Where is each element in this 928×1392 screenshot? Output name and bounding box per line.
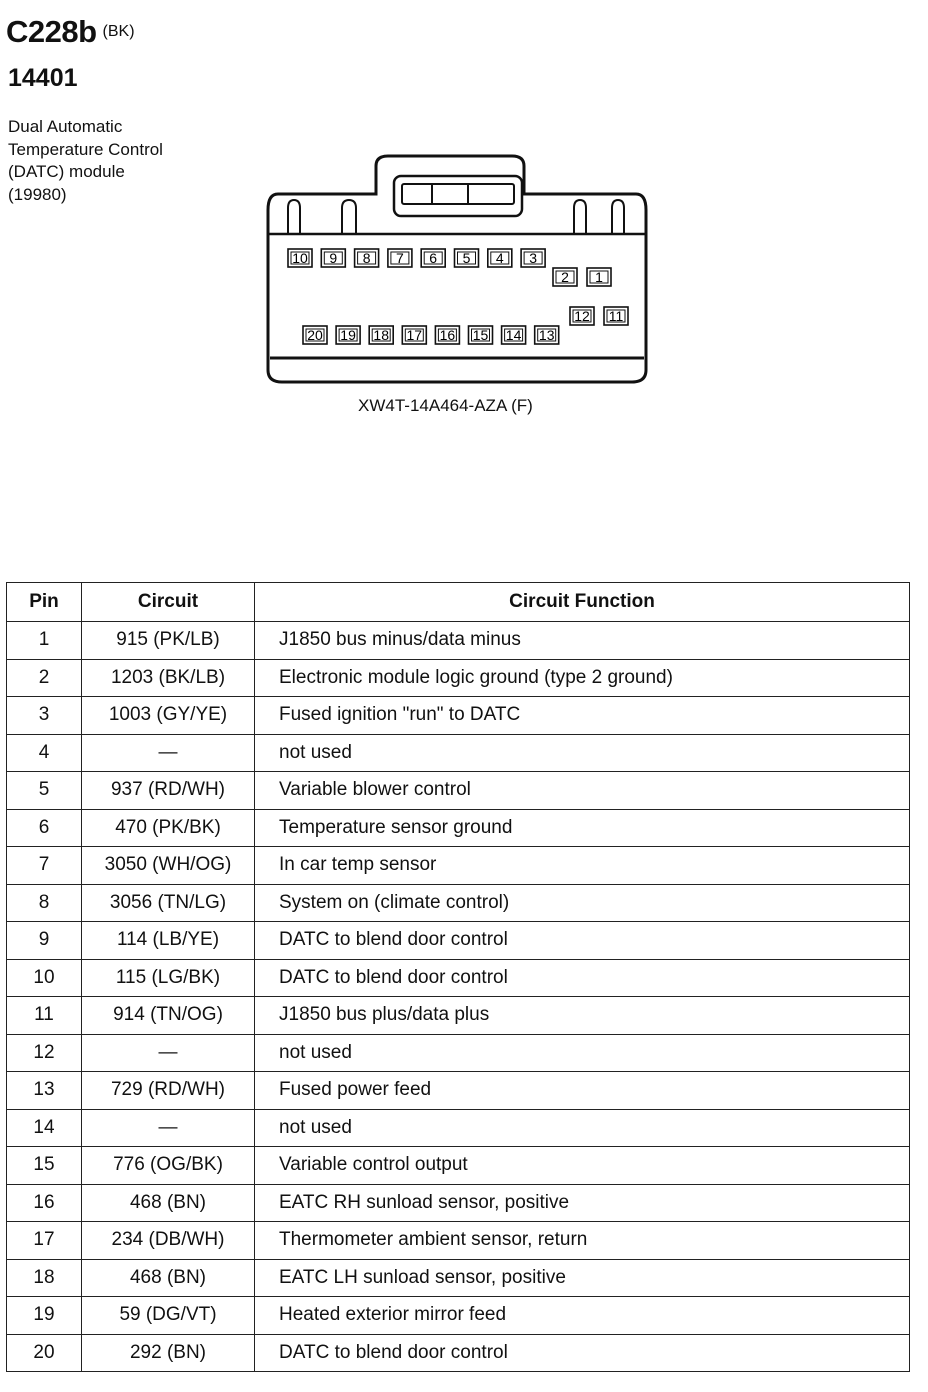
circuit-cell: 470 (PK/BK) (82, 809, 255, 847)
connector-face-diagram (262, 152, 654, 388)
connector-pin (369, 326, 393, 344)
function-cell: Heated exterior mirror feed (255, 1297, 910, 1335)
pin-cell: 3 (7, 697, 82, 735)
circuit-cell: — (82, 1109, 255, 1147)
circuit-cell: 115 (LG/BK) (82, 959, 255, 997)
connector-pin (570, 307, 594, 325)
pin-cell: 5 (7, 772, 82, 810)
connector-header (6, 14, 135, 50)
table-row (7, 997, 910, 1035)
table-row (7, 622, 910, 660)
connector-pin (336, 326, 360, 344)
function-cell: Temperature sensor ground (255, 809, 910, 847)
connector-pin (521, 249, 545, 267)
connector-pin (435, 326, 459, 344)
pin-cell: 16 (7, 1184, 82, 1222)
function-cell: Fused power feed (255, 1072, 910, 1110)
connector-pin (587, 268, 611, 286)
circuit-cell: 114 (LB/YE) (82, 922, 255, 960)
connector-pin (303, 326, 327, 344)
table-row (7, 1147, 910, 1185)
connector-pin (488, 249, 512, 267)
function-cell: DATC to blend door control (255, 1334, 910, 1372)
connector-pin-label: 12 (574, 308, 590, 324)
table-row (7, 1109, 910, 1147)
circuit-cell: — (82, 1034, 255, 1072)
circuit-cell: 234 (DB/WH) (82, 1222, 255, 1260)
table-row (7, 734, 910, 772)
function-cell: J1850 bus plus/data plus (255, 997, 910, 1035)
table-row (7, 809, 910, 847)
connector-pin-label: 3 (529, 250, 537, 266)
connector-pin (321, 249, 345, 267)
circuit-cell: 914 (TN/OG) (82, 997, 255, 1035)
circuit-cell: 1203 (BK/LB) (82, 659, 255, 697)
table-row (7, 772, 910, 810)
pin-cell: 15 (7, 1147, 82, 1185)
connector-pin-label: 15 (472, 327, 489, 343)
pin-cell: 7 (7, 847, 82, 885)
pin-cell: 6 (7, 809, 82, 847)
function-cell: not used (255, 1034, 910, 1072)
table-row (7, 1184, 910, 1222)
circuit-cell: 915 (PK/LB) (82, 622, 255, 660)
latch-tab (394, 176, 522, 216)
function-cell: J1850 bus minus/data minus (255, 622, 910, 660)
connector-pin-label: 20 (307, 327, 323, 343)
pinout-table (6, 582, 910, 1372)
table-header-row (7, 583, 910, 622)
pin-cell: 4 (7, 734, 82, 772)
connector-pin (388, 249, 412, 267)
connector-id: C228b (6, 14, 97, 49)
function-cell: Variable control output (255, 1147, 910, 1185)
connector-pin-label: 9 (329, 250, 338, 266)
function-cell: Electronic module logic ground (type 2 ground) (255, 659, 910, 697)
pin-cell: 2 (7, 659, 82, 697)
function-cell: not used (255, 1109, 910, 1147)
table-row (7, 1259, 910, 1297)
function-cell: Variable blower control (255, 772, 910, 810)
circuit-cell: 3050 (WH/OG) (82, 847, 255, 885)
connector-pin (402, 326, 426, 344)
circuit-cell: 468 (BN) (82, 1184, 255, 1222)
circuit-cell: — (82, 734, 255, 772)
connector-pin (421, 249, 445, 267)
pin-cell: 10 (7, 959, 82, 997)
connector-pin (288, 249, 312, 267)
function-cell: Fused ignition "run" to DATC (255, 697, 910, 735)
table-row (7, 1222, 910, 1260)
pin-cell: 13 (7, 1072, 82, 1110)
header-pin: Pin (7, 583, 82, 622)
circuit-cell: 729 (RD/WH) (82, 1072, 255, 1110)
component-description (8, 116, 163, 206)
pin-cell: 18 (7, 1259, 82, 1297)
table-row (7, 659, 910, 697)
connector-pin (553, 268, 577, 286)
connector-pin (535, 326, 559, 344)
latch-window (402, 184, 514, 204)
pin-cell: 19 (7, 1297, 82, 1335)
function-cell: Thermometer ambient sensor, return (255, 1222, 910, 1260)
table-row (7, 847, 910, 885)
connector-pin-label: 8 (362, 250, 371, 266)
circuit-cell: 1003 (GY/YE) (82, 697, 255, 735)
table-row (7, 884, 910, 922)
connector-pin (469, 326, 493, 344)
connector-pin (455, 249, 479, 267)
component-part-number: 14401 (8, 64, 78, 92)
connector-pin-label: 5 (462, 250, 471, 266)
connector-pin-label: 2 (561, 269, 569, 285)
connector-pin-label: 1 (595, 269, 603, 285)
circuit-cell: 292 (BN) (82, 1334, 255, 1372)
circuit-cell: 937 (RD/WH) (82, 772, 255, 810)
connector-color: (BK) (102, 22, 135, 40)
table-row (7, 959, 910, 997)
header-function: Circuit Function (255, 583, 910, 622)
description-line: (19980) (8, 184, 67, 204)
function-cell: System on (climate control) (255, 884, 910, 922)
connector-pin-label: 10 (292, 250, 308, 266)
circuit-cell: 468 (BN) (82, 1259, 255, 1297)
connector-pin (502, 326, 526, 344)
pin-cell: 8 (7, 884, 82, 922)
connector-pin-label: 13 (538, 327, 555, 343)
connector-pin (604, 307, 628, 325)
pin-cell: 11 (7, 997, 82, 1035)
connector-pin-label: 19 (340, 327, 356, 343)
function-cell: DATC to blend door control (255, 959, 910, 997)
function-cell: In car temp sensor (255, 847, 910, 885)
connector-pin-label: 7 (396, 250, 404, 266)
circuit-cell: 776 (OG/BK) (82, 1147, 255, 1185)
circuit-cell: 59 (DG/VT) (82, 1297, 255, 1335)
connector-pin (355, 249, 379, 267)
connector-pin-label: 14 (505, 327, 522, 343)
description-line: Temperature Control (8, 139, 163, 159)
connector-pin-label: 16 (439, 327, 456, 343)
connector-pin-label: 18 (373, 327, 389, 343)
table-row (7, 697, 910, 735)
table-row (7, 1297, 910, 1335)
function-cell: not used (255, 734, 910, 772)
description-line: (DATC) module (8, 162, 125, 181)
pin-cell: 14 (7, 1109, 82, 1147)
table-row (7, 922, 910, 960)
connector-part-label: XW4T-14A464-AZA (F) (358, 396, 533, 415)
pin-cell: 9 (7, 922, 82, 960)
table-row (7, 1072, 910, 1110)
connector-pin-label: 4 (495, 250, 504, 266)
circuit-cell: 3056 (TN/LG) (82, 884, 255, 922)
pin-cell: 20 (7, 1334, 82, 1372)
function-cell: DATC to blend door control (255, 922, 910, 960)
connector-pin-label: 6 (429, 250, 438, 266)
pin-cell: 1 (7, 622, 82, 660)
table-row (7, 1334, 910, 1372)
table-row (7, 1034, 910, 1072)
pin-cell: 12 (7, 1034, 82, 1072)
function-cell: EATC RH sunload sensor, positive (255, 1184, 910, 1222)
function-cell: EATC LH sunload sensor, positive (255, 1259, 910, 1297)
connector-pin-label: 17 (406, 327, 423, 343)
description-line: Dual Automatic (8, 117, 123, 136)
pin-cell: 17 (7, 1222, 82, 1260)
connector-pin-label: 11 (608, 308, 624, 324)
header-circuit: Circuit (82, 583, 255, 622)
